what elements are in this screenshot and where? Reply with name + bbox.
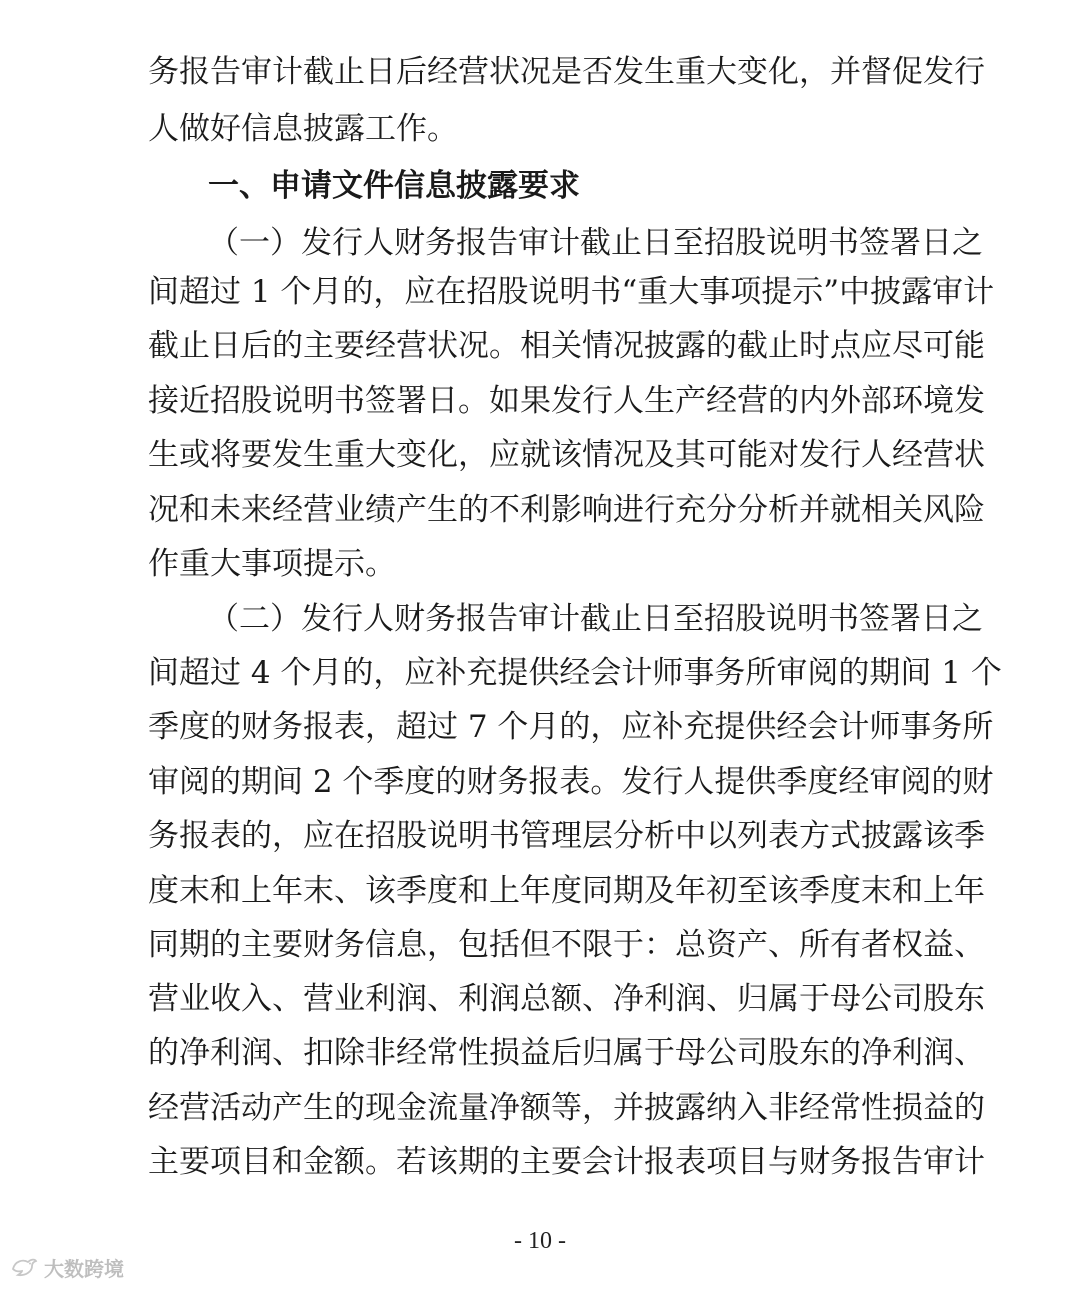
watermark-text: 大数跨境: [44, 1256, 124, 1281]
text-line-15: 务报表的，应在招股说明书管理层分析中以列表方式披露该季: [148, 818, 985, 854]
text-line-10: 作重大事项提示。: [148, 546, 396, 582]
text-line-5: 间超过 1 个月的，应在招股说明书“重大事项提示”中披露审计: [148, 274, 995, 310]
page-number: - 10 -: [514, 1228, 566, 1254]
text-line-9: 况和未来经营业绩产生的不利影响进行充分分析并就相关风险: [148, 492, 985, 528]
text-line-13: 季度的财务报表，超过 7 个月的，应补充提供经会计师事务所: [148, 709, 994, 745]
text-line-12: 间超过 4 个月的，应补充提供经会计师事务所审阅的期间 1 个: [148, 655, 1002, 691]
watermark: [10, 1252, 124, 1282]
section-heading: 一、申请文件信息披露要求: [208, 168, 580, 204]
text-line-17: 同期的主要财务信息，包括但不限于：总资产、所有者权益、: [148, 927, 985, 963]
text-line-20: 经营活动产生的现金流量净额等，并披露纳入非经常性损益的: [148, 1090, 985, 1126]
text-line-18: 营业收入、营业利润、利润总额、净利润、归属于母公司股东: [148, 981, 985, 1017]
text-line-4: （一）发行人财务报告审计截止日至招股说明书签署日之: [208, 225, 983, 261]
text-line-21: 主要项目和金额。若该期的主要会计报表项目与财务报告审计: [148, 1144, 985, 1180]
text-line-1: 务报告审计截止日后经营状况是否发生重大变化，并督促发行: [148, 54, 985, 90]
text-line-2: 人做好信息披露工作。: [148, 111, 458, 147]
text-line-19: 的净利润、扣除非经常性损益后归属于母公司股东的净利润、: [148, 1035, 985, 1071]
text-line-11: （二）发行人财务报告审计截止日至招股说明书签署日之: [208, 601, 983, 637]
text-line-6: 截止日后的主要经营状况。相关情况披露的截止时点应尽可能: [148, 328, 985, 364]
text-line-14: 审阅的期间 2 个季度的财务报表。发行人提供季度经审阅的财: [148, 764, 994, 800]
text-line-7: 接近招股说明书签署日。如果发行人生产经营的内外部环境发: [148, 383, 985, 419]
text-line-8: 生或将要发生重大变化，应就该情况及其可能对发行人经营状: [148, 437, 985, 473]
bird-logo-icon: [10, 1255, 38, 1279]
text-line-16: 度末和上年末、该季度和上年度同期及年初至该季度末和上年: [148, 873, 985, 909]
